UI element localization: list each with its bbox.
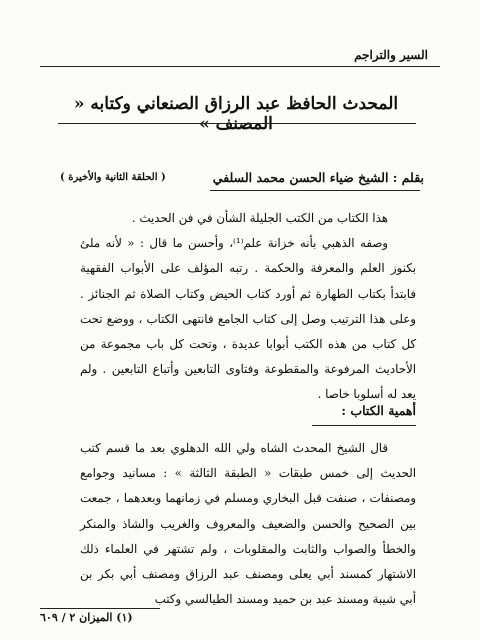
section-text [80, 436, 416, 612]
intro-text [80, 206, 416, 408]
byline-underline [210, 190, 420, 191]
article-title: المحدث الحافظ عبد الرزاق الصنعاني وكتابه « المصنف » [73, 94, 399, 134]
subheading-underline [312, 425, 416, 426]
subheading: أهمية الكتاب : [341, 403, 416, 418]
footnote: (١) الميزان ٢ / ٦٠٩ [40, 611, 133, 624]
paragraph: هذا الكتاب من الكتب الجليلة الشأن في فن الحديث . [131, 211, 388, 225]
author-byline: بقلم : الشيخ ضياء الحسن محمد السلفي [212, 170, 424, 185]
section-label: السير والتراجم [354, 48, 428, 62]
paragraph: قال الشيخ المحدث الشاه ولي الله الدهلوي بعد ما قسم كتب الحديث إلى خمس طبقات « الطبقة الثالثة » : مسانيد وجوامع ومصنفات ، صنفت قبل البخاري ومسلم في زمانهما وبعدهما ، جمعت بين الصحيح والحسن والضعيف والمعروف والغريب والشاذ والمنكر والخطأ والصواب والثابت والمقلوبات ، ولم تشتهر في العلماء ذلك الاشتهار كمسند أبي يعلى ومصنف عبد الرزاق ومصنف أبي بكر بن أبي شيبة ومسند عبد بن حميد ومسند الطيالسي وكتب [80, 441, 416, 607]
episode-note: ( الحلقة الثانية والأخيرة ) [60, 172, 166, 183]
top-divider [40, 66, 440, 67]
paragraph: وصفه الذهبي بأنه خزانة علم⁽¹⁾، وأحسن ما قال : « لأنه ملئ بكنوز العلم والمعرفة والحكمة . رتبه المؤلف على الأبواب الفقهية فابتدأ بكتاب الطهارة ثم أورد كتاب الحيض وكتاب الصلاة ثم الجنائز . وعلى هذا الترتيب وصل إلى كتاب الجامع فانتهى الكتاب ، ووضع تحت كل كتاب من هذه الكتب أبوابا عديدة ، وتحت كل باب مجموعة من الأحاديث المرفوعة والمقطوعة وفتاوى التابعين وأتباع التابعين . ولم يعد له أسلوبا خاصا . [80, 236, 416, 402]
footnote-divider [40, 608, 160, 609]
title-underline [58, 123, 416, 124]
